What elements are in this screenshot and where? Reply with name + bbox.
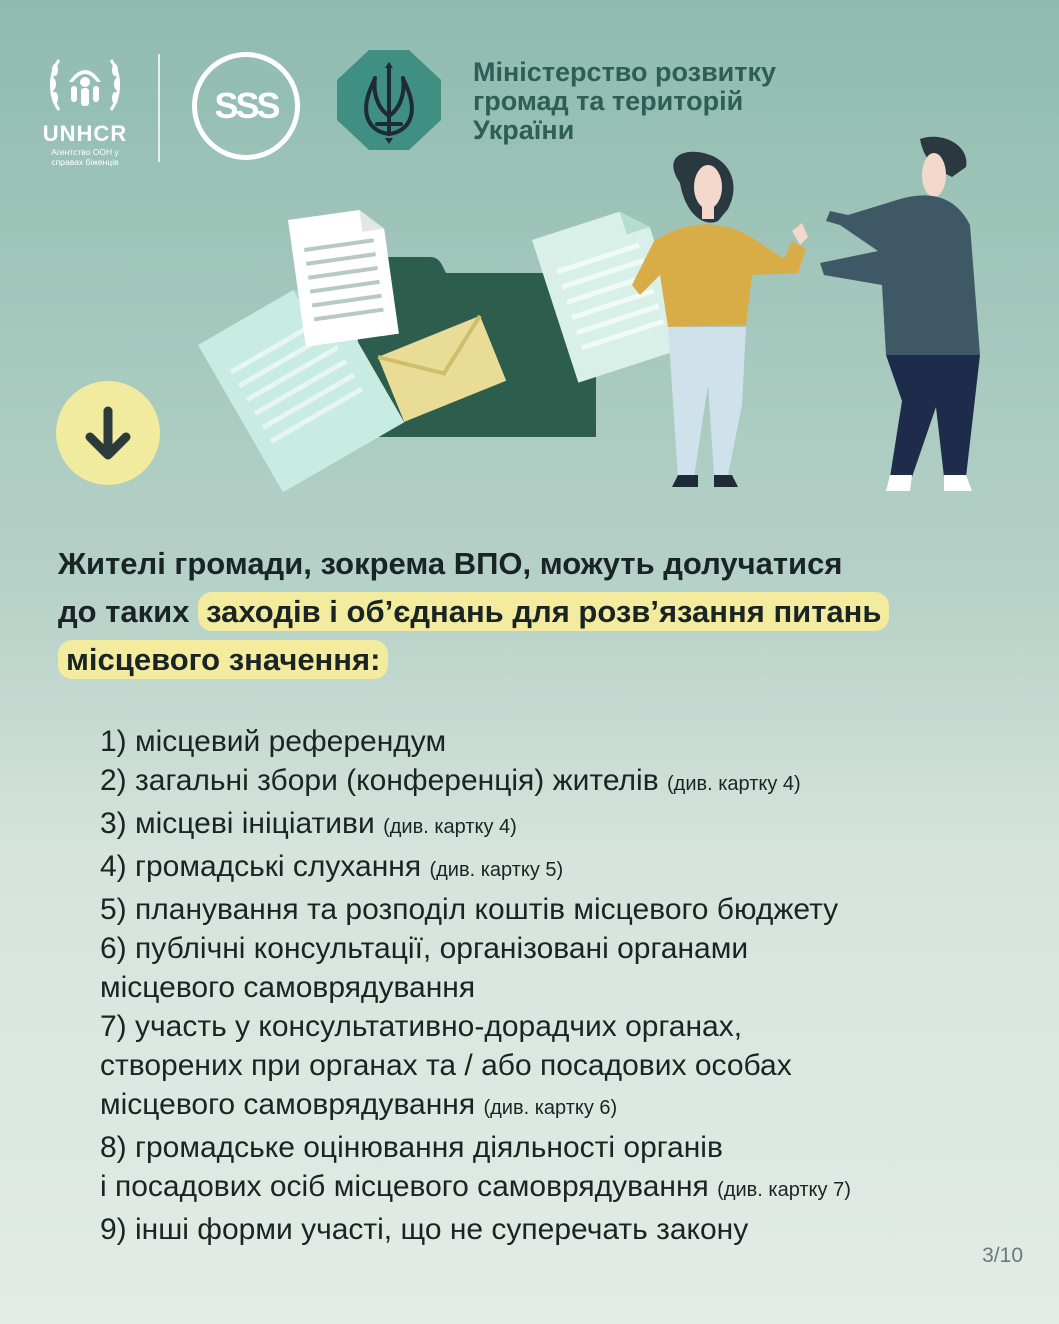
- main-heading: [58, 540, 1018, 684]
- arrow-down-icon: [56, 381, 160, 485]
- sss-logo-text: SSS: [214, 85, 278, 126]
- list-item-text: 9) інші форми участі, що не суперечать закону: [100, 1213, 749, 1246]
- unhcr-subtitle-line1: Агентство ООН у: [51, 147, 119, 157]
- list-item-text: і посадових осіб місцевого самоврядування: [100, 1170, 709, 1203]
- scroll-down-button[interactable]: [56, 381, 160, 485]
- list-item-text: місцевого самоврядування: [100, 971, 476, 1004]
- heading-part1: Жителі громади, зокрема ВПО, можуть долучатися: [58, 546, 843, 581]
- list-item-text: 8) громадське оцінювання діяльності органів: [100, 1131, 723, 1164]
- document-icon: [288, 207, 399, 347]
- list-item: [100, 890, 1030, 929]
- list-item-text: 7) участь у консультативно-дорадчих органах,: [100, 1010, 743, 1043]
- ministry-name-line2: громад та територій: [473, 86, 744, 116]
- card-reference: (див. картку 4): [383, 816, 517, 838]
- unhcr-logo: [30, 52, 140, 167]
- card-reference: (див. картку 4): [666, 773, 801, 795]
- unhcr-emblem-icon: [47, 52, 123, 114]
- ministry-name-line3: України: [473, 115, 575, 145]
- illustration: [180, 125, 1010, 510]
- list-item: [100, 722, 1030, 761]
- heading-part2: до таких: [58, 594, 199, 629]
- unhcr-subtitle-line2: справах біженців: [51, 157, 119, 167]
- list-item-text: 3) місцеві ініціативи: [100, 807, 375, 840]
- list-item: [100, 847, 1030, 890]
- list-item-text: 2) загальні збори (конференція) жителів: [100, 764, 659, 797]
- card-reference: (див. картку 5): [429, 859, 564, 881]
- list-item: [100, 804, 1030, 847]
- unhcr-name: UNHCR: [42, 121, 128, 146]
- list-item: [100, 761, 1030, 804]
- page-counter: 3/10: [982, 1244, 1023, 1267]
- list-item: [100, 1007, 1030, 1128]
- card-reference: (див. картку 7): [717, 1179, 851, 1201]
- participation-forms-list: [100, 722, 1030, 1249]
- list-item-text: створених при органах та / або посадових особах: [100, 1049, 792, 1082]
- man-figure: [820, 137, 980, 491]
- list-item: [100, 1210, 1030, 1249]
- logo-divider: [158, 54, 160, 162]
- list-item-text: місцевого самоврядування: [100, 1088, 476, 1121]
- list-item-text: 4) громадські слухання: [100, 850, 422, 883]
- list-item-text: 6) публічні консультації, організовані органами: [100, 932, 749, 965]
- list-item-text: 5) планування та розподіл коштів місцевого бюджету: [100, 893, 839, 926]
- list-item: [100, 929, 1030, 1007]
- list-item: [100, 1128, 1030, 1210]
- heading-highlight: заходів і об’єднань для розв’язання питань місцевого значення:: [58, 592, 889, 679]
- list-item-text: 1) місцевий референдум: [100, 725, 447, 758]
- card-reference: (див. картку 6): [483, 1097, 618, 1119]
- ministry-name-line1: Міністерство розвитку: [473, 57, 777, 87]
